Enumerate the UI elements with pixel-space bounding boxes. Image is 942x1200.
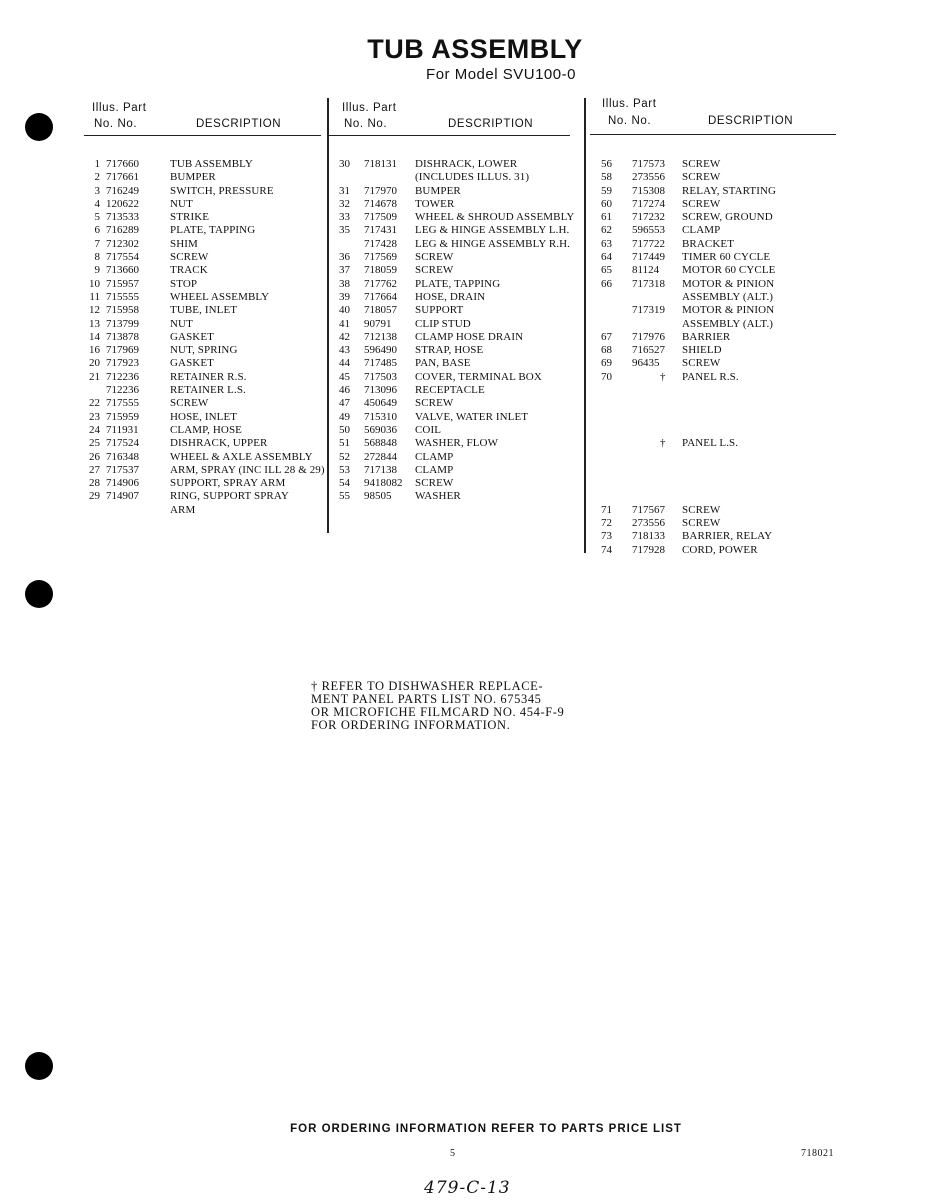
part-number: 717573 [632, 158, 665, 170]
illus-number: 68 [601, 344, 612, 357]
part-description: NUT [170, 197, 193, 210]
illus-number: 9 [94, 264, 100, 277]
ordering-note: † REFER TO DISHWASHER REPLACE- MENT PANEL PARTS LIST NO. 675345 OR MICROFICHE FILMCARD NO. 454-F-9 FOR ORDERING INFORMATION. [311, 679, 565, 732]
part-description: CLAMP HOSE DRAIN [415, 330, 524, 343]
part-description: CLIP STUD [415, 317, 471, 330]
part-description: WASHER [415, 490, 461, 503]
header-rule [84, 135, 321, 136]
part-description: BARRIER [682, 330, 731, 343]
part-description: COIL [415, 423, 442, 436]
part-number: 717555 [106, 397, 139, 410]
part-number: 717928 [632, 543, 665, 556]
part-number: 718057 [364, 304, 397, 317]
part-number: 717554 [106, 251, 139, 264]
part-description: CLAMP [415, 463, 454, 476]
illus-number: 53 [339, 463, 350, 476]
illus-number: 71 [601, 503, 612, 516]
part-description: STRAP, HOSE [415, 344, 484, 357]
part-description: NUT [170, 317, 193, 330]
part-description: STRIKE [170, 211, 210, 224]
illus-number: 58 [601, 171, 612, 184]
illus-number: 50 [339, 423, 350, 436]
part-number: † [660, 370, 666, 383]
illus-number: 66 [601, 277, 612, 290]
part-description: SCREW [415, 264, 454, 277]
part-description: TUBE, INLET [170, 304, 238, 317]
header-description: DESCRIPTION [708, 115, 794, 127]
part-number: 717569 [364, 251, 397, 264]
part-number: 716527 [632, 344, 665, 357]
illus-number: 46 [339, 384, 350, 397]
illus-number: 21 [89, 370, 100, 383]
part-description: (INCLUDES ILLUS. 31) [415, 171, 530, 184]
part-number: 120622 [106, 197, 139, 210]
part-description: SHIM [170, 237, 198, 250]
header-description: DESCRIPTION [196, 118, 282, 130]
illus-number: 13 [89, 317, 100, 330]
illus-number: 52 [339, 450, 350, 463]
page-title: TUB ASSEMBLY [367, 34, 583, 64]
part-description: SCREW [682, 357, 721, 370]
illus-number: 10 [89, 277, 100, 290]
part-description: ASSEMBLY (ALT.) [682, 317, 774, 330]
part-number: 714906 [106, 477, 139, 490]
part-number: 273556 [632, 517, 665, 530]
illus-number: 39 [339, 290, 350, 303]
footer-ordering-info: FOR ORDERING INFORMATION REFER TO PARTS PRICE LIST [290, 1123, 682, 1135]
part-description: SCREW [682, 171, 721, 184]
part-description: TUB ASSEMBLY [170, 158, 253, 170]
part-number: 717537 [106, 463, 139, 476]
illus-number: 12 [89, 304, 100, 317]
illus-number: 20 [89, 357, 100, 370]
part-number: 717431 [364, 224, 397, 237]
part-description: SCREW [682, 158, 721, 170]
illus-number: 33 [339, 211, 350, 224]
illus-number: 27 [89, 463, 100, 476]
part-number: 712302 [106, 237, 139, 250]
part-description: RING, SUPPORT SPRAY [170, 490, 289, 503]
part-description: NUT, SPRING [170, 344, 238, 357]
illus-number: 73 [601, 530, 612, 543]
part-description: SCREW [415, 477, 454, 490]
part-description: SCREW [415, 397, 454, 410]
part-number: 713096 [364, 384, 397, 397]
part-number: 717567 [632, 503, 665, 516]
part-description: STOP [170, 277, 198, 290]
part-number: 90791 [364, 317, 392, 330]
part-description: PANEL R.S. [682, 370, 739, 383]
illus-number: 74 [601, 543, 612, 556]
illus-number: 31 [339, 184, 350, 197]
part-description: MOTOR & PINION [682, 277, 775, 290]
punch-hole-bottom [25, 1052, 53, 1080]
illus-number: 45 [339, 370, 350, 383]
illus-number: 6 [94, 224, 100, 237]
illus-number: 38 [339, 277, 350, 290]
part-description: PANEL L.S. [682, 437, 739, 450]
part-number: 96435 [632, 357, 660, 370]
document-number: 718021 [801, 1148, 834, 1159]
part-description: SCREW [415, 251, 454, 264]
part-description: HOSE, DRAIN [415, 290, 486, 303]
illus-number: 4 [94, 197, 100, 210]
part-number: 717232 [632, 211, 665, 224]
part-number: 712236 [106, 370, 139, 383]
part-description: SWITCH, PRESSURE [170, 184, 274, 197]
illus-number: 22 [89, 397, 100, 410]
illus-number: 60 [601, 197, 612, 210]
part-description: SCREW [170, 397, 209, 410]
illus-number: 59 [601, 184, 612, 197]
illus-number: 69 [601, 357, 612, 370]
part-number: 717722 [632, 237, 665, 250]
part-number: 717503 [364, 370, 397, 383]
part-description: SCREW [682, 517, 721, 530]
part-number: 273556 [632, 171, 665, 184]
part-number: 715555 [106, 290, 139, 303]
part-number: 717319 [632, 304, 665, 317]
illus-number: 26 [89, 450, 100, 463]
illus-number: 36 [339, 251, 350, 264]
part-description: SCREW, GROUND [682, 211, 773, 224]
illus-number: 40 [339, 304, 350, 317]
part-number: 717138 [364, 463, 397, 476]
part-number: 715958 [106, 304, 139, 317]
part-number: 717976 [632, 330, 665, 343]
page-subtitle: For Model SVU100-0 [426, 66, 576, 83]
part-description: PLATE, TAPPING [415, 277, 501, 290]
part-description: COVER, TERMINAL BOX [415, 370, 542, 383]
header-description: DESCRIPTION [448, 118, 534, 130]
part-description: CLAMP [415, 450, 454, 463]
part-number: 715308 [632, 184, 665, 197]
part-number: † [660, 437, 666, 450]
part-description: MOTOR 60 CYCLE [682, 264, 776, 277]
part-number: 713660 [106, 264, 139, 277]
part-description: SHIELD [682, 344, 722, 357]
illus-number: 5 [94, 211, 100, 224]
part-number: 715310 [364, 410, 397, 423]
part-number: 717449 [632, 251, 665, 264]
illus-number: 23 [89, 410, 100, 423]
column-divider [327, 98, 329, 533]
illus-number: 16 [89, 344, 100, 357]
illus-number: 49 [339, 410, 350, 423]
illus-number: 72 [601, 517, 612, 530]
part-description: WHEEL & SHROUD ASSEMBLY [415, 211, 575, 224]
part-number: 717428 [364, 237, 397, 250]
part-number: 569036 [364, 423, 397, 436]
part-description: ASSEMBLY (ALT.) [682, 290, 774, 303]
part-description: PLATE, TAPPING [170, 224, 256, 237]
part-number: 98505 [364, 490, 392, 503]
part-description: RECEPTACLE [415, 384, 485, 397]
part-number: 568848 [364, 437, 397, 450]
header-no-no: No. No. [344, 118, 388, 130]
illus-number: 25 [89, 437, 100, 450]
part-description: ARM, SPRAY (INC ILL 28 & 29) [170, 463, 325, 476]
illus-number: 1 [94, 158, 100, 170]
illus-number: 41 [339, 317, 350, 330]
illus-number: 70 [601, 370, 612, 383]
part-number: 716348 [106, 450, 139, 463]
part-description: RETAINER R.S. [170, 370, 247, 383]
part-number: 717509 [364, 211, 397, 224]
part-number: 81124 [632, 264, 660, 277]
column-divider [584, 98, 586, 553]
part-number: 596553 [632, 224, 665, 237]
part-number: 9418082 [364, 477, 403, 490]
part-number: 716289 [106, 224, 139, 237]
part-description: GASKET [170, 357, 214, 370]
part-description: BARRIER, RELAY [682, 530, 773, 543]
part-description: TRACK [170, 264, 208, 277]
part-number: 716249 [106, 184, 139, 197]
illus-number: 2 [94, 171, 100, 184]
header-rule [328, 135, 570, 136]
part-number: 718133 [632, 530, 665, 543]
part-description: WHEEL ASSEMBLY [170, 290, 270, 303]
part-description: TIMER 60 CYCLE [682, 251, 771, 264]
part-description: SUPPORT [415, 304, 464, 317]
part-number: 718131 [364, 158, 397, 170]
illus-number: 7 [94, 237, 100, 250]
part-description: GASKET [170, 330, 214, 343]
part-number: 715959 [106, 410, 139, 423]
part-description: WHEEL & AXLE ASSEMBLY [170, 450, 313, 463]
part-number: 713533 [106, 211, 139, 224]
part-description: BRACKET [682, 237, 735, 250]
part-number: 717274 [632, 197, 665, 210]
illus-number: 47 [339, 397, 350, 410]
header-no-no: No. No. [608, 115, 652, 127]
part-description: CORD, POWER [682, 543, 758, 556]
part-number: 717969 [106, 344, 139, 357]
part-number: 718059 [364, 264, 397, 277]
illus-number: 14 [89, 330, 100, 343]
part-description: SCREW [682, 197, 721, 210]
illus-number: 63 [601, 237, 612, 250]
part-number: 717485 [364, 357, 397, 370]
part-number: 717923 [106, 357, 139, 370]
illus-number: 67 [601, 330, 612, 343]
illus-number: 51 [339, 437, 350, 450]
part-number: 717664 [364, 290, 397, 303]
part-description: TOWER [415, 197, 455, 210]
part-number: 714678 [364, 197, 397, 210]
illus-number: 35 [339, 224, 350, 237]
part-description: SCREW [170, 251, 209, 264]
illus-number: 65 [601, 264, 612, 277]
illus-number: 61 [601, 211, 612, 224]
part-description: DISHRACK, LOWER [415, 158, 518, 170]
part-description: LEG & HINGE ASSEMBLY L.H. [415, 224, 570, 237]
part-number: 712138 [364, 330, 397, 343]
part-number: 713799 [106, 317, 139, 330]
header-no-no: No. No. [94, 118, 138, 130]
handwritten-annotation: 479-C-13 [424, 1178, 511, 1198]
illus-number: 54 [339, 477, 350, 490]
part-number: 450649 [364, 397, 397, 410]
illus-number: 37 [339, 264, 350, 277]
part-description: CLAMP, HOSE [170, 423, 243, 436]
illus-number: 3 [94, 184, 100, 197]
part-description: HOSE, INLET [170, 410, 238, 423]
part-number: 717970 [364, 184, 397, 197]
illus-number: 24 [89, 423, 100, 436]
part-number: 717660 [106, 158, 139, 170]
header-illus-part: Illus. Part [92, 102, 147, 114]
punch-hole-middle [25, 580, 53, 608]
part-description: BUMPER [415, 184, 461, 197]
punch-hole-top [25, 113, 53, 141]
part-number: 711931 [106, 423, 139, 436]
header-rule [590, 134, 836, 135]
part-number: 272844 [364, 450, 397, 463]
part-number: 717661 [106, 171, 139, 184]
header-illus-part: Illus. Part [342, 102, 397, 114]
illus-number: 42 [339, 330, 350, 343]
part-description: DISHRACK, UPPER [170, 437, 268, 450]
part-description: VALVE, WATER INLET [415, 410, 529, 423]
part-number: 715957 [106, 277, 139, 290]
header-illus-part: Illus. Part [602, 98, 657, 110]
part-description: SUPPORT, SPRAY ARM [170, 477, 286, 490]
part-description: MOTOR & PINION [682, 304, 775, 317]
illus-number: 11 [89, 290, 100, 303]
page-number: 5 [450, 1148, 455, 1159]
illus-number: 64 [601, 251, 612, 264]
part-number: 714907 [106, 490, 139, 503]
illus-number: 43 [339, 344, 350, 357]
part-number: 717318 [632, 277, 665, 290]
illus-number: 56 [601, 158, 612, 170]
illus-number: 62 [601, 224, 612, 237]
illus-number: 44 [339, 357, 350, 370]
illus-number: 55 [339, 490, 350, 503]
part-description: CLAMP [682, 224, 721, 237]
part-description: RETAINER L.S. [170, 384, 246, 397]
illus-number: 29 [89, 490, 100, 503]
part-description: WASHER, FLOW [415, 437, 499, 450]
part-number: 712236 [106, 384, 139, 397]
part-number: 717762 [364, 277, 397, 290]
part-number: 717524 [106, 437, 139, 450]
part-description: PAN, BASE [415, 357, 471, 370]
part-description: BUMPER [170, 171, 216, 184]
part-description: RELAY, STARTING [682, 184, 777, 197]
part-number: 596490 [364, 344, 397, 357]
part-number: 713878 [106, 330, 139, 343]
illus-number: 28 [89, 477, 100, 490]
illus-number: 30 [339, 158, 350, 170]
part-description: SCREW [682, 503, 721, 516]
part-description: LEG & HINGE ASSEMBLY R.H. [415, 237, 570, 250]
illus-number: 8 [94, 251, 100, 264]
part-description: ARM [170, 503, 196, 516]
illus-number: 32 [339, 197, 350, 210]
